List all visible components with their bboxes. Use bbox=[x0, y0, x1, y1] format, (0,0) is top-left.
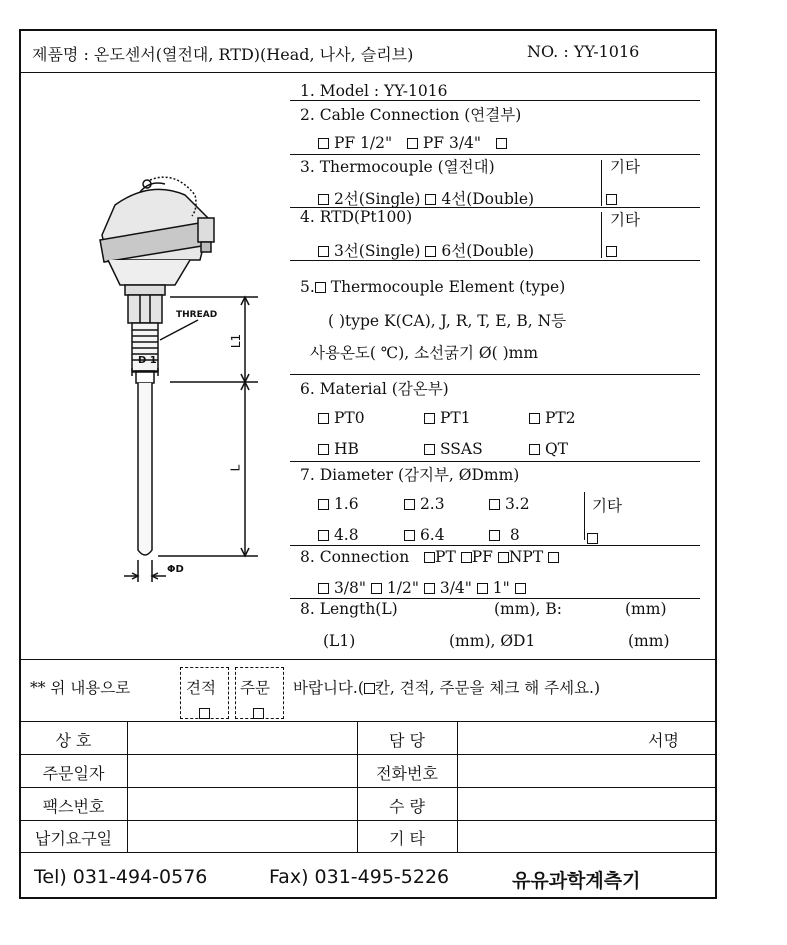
l-label: L bbox=[228, 464, 243, 472]
divider bbox=[20, 852, 716, 853]
diameter-option bbox=[489, 526, 520, 544]
diameter-option bbox=[318, 526, 359, 544]
checkbox[interactable] bbox=[489, 499, 500, 510]
element-title bbox=[300, 278, 565, 296]
checkbox[interactable] bbox=[404, 499, 415, 510]
material-option bbox=[529, 440, 568, 458]
phone-field[interactable] bbox=[458, 755, 716, 787]
diameter-option bbox=[489, 495, 530, 513]
checkbox-wrap bbox=[199, 703, 210, 722]
checkbox[interactable] bbox=[498, 552, 509, 563]
cable-title: 2. Cable Connection (연결부) bbox=[300, 106, 522, 124]
l1-field-label: (L1) bbox=[323, 632, 356, 650]
checkbox[interactable] bbox=[318, 530, 329, 541]
footer-tel: Tel) 031-494-0576 bbox=[34, 866, 208, 888]
rtd-other: 기타 bbox=[610, 211, 640, 229]
cable-options bbox=[318, 134, 507, 152]
divider bbox=[290, 545, 700, 546]
length-label: 8. Length(L) bbox=[300, 600, 398, 618]
checkbox[interactable] bbox=[489, 530, 500, 541]
diameter-title: 7. Diameter (감지부, ØDmm) bbox=[300, 466, 520, 484]
order-label: 주문 bbox=[240, 679, 270, 697]
element-number: 5. bbox=[300, 278, 315, 296]
option-label: PT2 bbox=[544, 409, 576, 427]
divider bbox=[290, 461, 700, 462]
divider bbox=[20, 659, 716, 660]
option-label: 4.8 bbox=[333, 526, 359, 544]
rtd-options bbox=[318, 239, 534, 261]
divider bbox=[290, 100, 700, 101]
d1-unit: (mm) bbox=[628, 632, 670, 650]
checkbox[interactable] bbox=[318, 194, 329, 205]
quote-label: 견적 bbox=[186, 679, 216, 697]
d-label: ΦD bbox=[167, 564, 184, 575]
divider bbox=[290, 260, 700, 261]
material-row1 bbox=[318, 409, 365, 427]
option-label: SSAS bbox=[439, 440, 483, 458]
checkbox[interactable] bbox=[587, 533, 598, 544]
checkbox[interactable] bbox=[318, 499, 329, 510]
request-suffix bbox=[293, 676, 600, 698]
fax-field[interactable] bbox=[128, 788, 357, 820]
contact-field[interactable] bbox=[458, 722, 638, 754]
option-label: 6.4 bbox=[419, 526, 445, 544]
checkbox[interactable] bbox=[477, 583, 488, 594]
option-label: QT bbox=[544, 440, 568, 458]
checkbox[interactable] bbox=[529, 444, 540, 455]
thermocouple-other: 기타 bbox=[610, 158, 640, 176]
checkbox[interactable] bbox=[424, 444, 435, 455]
signature-label: 서명 bbox=[648, 731, 679, 750]
d1-field-label: (mm), ØD1 bbox=[449, 632, 536, 650]
option-label: PT1 bbox=[439, 409, 471, 427]
option-label: 3/8" bbox=[333, 579, 367, 597]
option-label: 4선(Double) bbox=[441, 190, 535, 208]
etc-field[interactable] bbox=[458, 821, 716, 852]
thread-label: THREAD bbox=[176, 310, 218, 320]
option-label: 8 bbox=[509, 526, 520, 544]
option-label: 1" bbox=[492, 579, 510, 597]
checkbox-wrap bbox=[606, 189, 617, 208]
option-label: 2.3 bbox=[419, 495, 445, 513]
material-option bbox=[529, 409, 576, 427]
material-option bbox=[318, 440, 359, 458]
rtd-title: 4. RTD(Pt100) bbox=[300, 208, 413, 226]
diameter-other: 기타 bbox=[592, 497, 622, 515]
option-label: NPT bbox=[508, 548, 544, 566]
quantity-field[interactable] bbox=[458, 788, 716, 820]
sensor-diagram bbox=[80, 150, 285, 590]
option-label: PF 1/2" bbox=[333, 134, 393, 152]
checkbox-wrap bbox=[606, 241, 617, 260]
diameter-option bbox=[404, 495, 445, 513]
divider bbox=[601, 212, 602, 258]
checkbox[interactable] bbox=[606, 246, 617, 257]
d1-label: D 1 bbox=[138, 355, 157, 366]
option-label: PF bbox=[471, 548, 493, 566]
checkbox[interactable] bbox=[425, 246, 436, 257]
contact-label: 담 당 bbox=[389, 731, 425, 750]
checkbox[interactable] bbox=[424, 552, 435, 563]
option-label: 1/2" bbox=[386, 579, 419, 597]
thermocouple-title: 3. Thermocouple (열전대) bbox=[300, 158, 495, 176]
option-label: 1.6 bbox=[333, 495, 359, 513]
option-label: PT bbox=[435, 548, 456, 566]
model-line: 1. Model : YY-1016 bbox=[300, 82, 448, 100]
divider bbox=[584, 492, 585, 540]
length-unit-b-mm: (mm) bbox=[625, 600, 667, 618]
request-text: 칸, 견적, 주문을 체크 해 주세요.) bbox=[374, 679, 601, 697]
checkbox[interactable] bbox=[318, 246, 329, 257]
checkbox[interactable] bbox=[606, 194, 617, 205]
checkbox[interactable] bbox=[407, 138, 418, 149]
material-option bbox=[424, 409, 471, 427]
company-field[interactable] bbox=[128, 722, 357, 754]
length-unit-b: (mm), B: bbox=[494, 600, 562, 618]
checkbox-wrap bbox=[253, 703, 264, 722]
product-number: NO. : YY-1016 bbox=[527, 42, 640, 61]
element-label: Thermocouple Element (type) bbox=[330, 278, 566, 296]
element-temp-line: 사용온도( ℃), 소선굵기 Ø( )mm bbox=[310, 344, 539, 362]
connection-title: 8. Connection bbox=[300, 548, 410, 566]
checkbox[interactable] bbox=[496, 138, 507, 149]
checkbox[interactable] bbox=[548, 552, 559, 563]
diameter-option bbox=[404, 526, 445, 544]
material-option bbox=[424, 440, 483, 458]
l1-label: L1 bbox=[229, 333, 244, 349]
due-date-label: 납기요구일 bbox=[34, 829, 113, 848]
divider bbox=[290, 374, 700, 375]
divider bbox=[20, 72, 716, 73]
connection-row1 bbox=[300, 548, 559, 566]
connection-row2 bbox=[318, 579, 526, 597]
checkbox[interactable] bbox=[404, 530, 415, 541]
product-name: 제품명 : 온도센서(열전대, RTD)(Head, 나사, 슬리브) bbox=[32, 45, 414, 64]
checkbox[interactable] bbox=[318, 413, 329, 424]
order-date-label: 주문일자 bbox=[42, 764, 105, 783]
phone-label: 전화번호 bbox=[376, 764, 438, 783]
option-label: 3.2 bbox=[504, 495, 530, 513]
checkbox[interactable] bbox=[425, 194, 436, 205]
divider bbox=[290, 598, 700, 599]
divider bbox=[601, 160, 602, 206]
order-checkbox[interactable] bbox=[253, 708, 264, 719]
quantity-label: 수 량 bbox=[389, 797, 425, 816]
checkbox[interactable] bbox=[461, 552, 472, 563]
checkbox[interactable] bbox=[315, 282, 326, 293]
request-prefix: ** 위 내용으로 bbox=[30, 679, 131, 697]
fax-label: 팩스번호 bbox=[42, 797, 105, 816]
company-label: 상 호 bbox=[55, 731, 92, 750]
option-label: HB bbox=[333, 440, 359, 458]
option-label: 3/4" bbox=[439, 579, 472, 597]
checkbox[interactable] bbox=[529, 413, 540, 424]
checkbox[interactable] bbox=[515, 583, 526, 594]
diameter-option bbox=[318, 495, 359, 513]
checkbox[interactable] bbox=[364, 683, 375, 694]
thermocouple-options bbox=[318, 187, 534, 209]
checkbox[interactable] bbox=[424, 413, 435, 424]
due-date-field[interactable] bbox=[128, 821, 357, 852]
request-text: 바랍니다.( bbox=[293, 679, 364, 697]
material-title: 6. Material (감온부) bbox=[300, 380, 449, 398]
etc-label: 기 타 bbox=[389, 829, 425, 848]
checkbox[interactable] bbox=[318, 583, 329, 594]
footer-fax: Fax) 031-495-5226 bbox=[269, 866, 450, 888]
option-label: 2선(Single) bbox=[333, 190, 421, 208]
option-label: 3선(Single) bbox=[333, 242, 421, 260]
checkbox[interactable] bbox=[318, 138, 329, 149]
order-date-field[interactable] bbox=[128, 755, 357, 787]
quote-checkbox[interactable] bbox=[199, 708, 210, 719]
element-type-line: ( )type K(CA), J, R, T, E, B, N등 bbox=[328, 312, 567, 330]
option-label: PF 3/4" bbox=[422, 134, 482, 152]
checkbox[interactable] bbox=[424, 583, 435, 594]
footer-company: 유유과학계측기 bbox=[512, 870, 641, 892]
checkbox[interactable] bbox=[371, 583, 382, 594]
option-label: 6선(Double) bbox=[441, 242, 535, 260]
option-label: PT0 bbox=[333, 409, 365, 427]
checkbox[interactable] bbox=[318, 444, 329, 455]
